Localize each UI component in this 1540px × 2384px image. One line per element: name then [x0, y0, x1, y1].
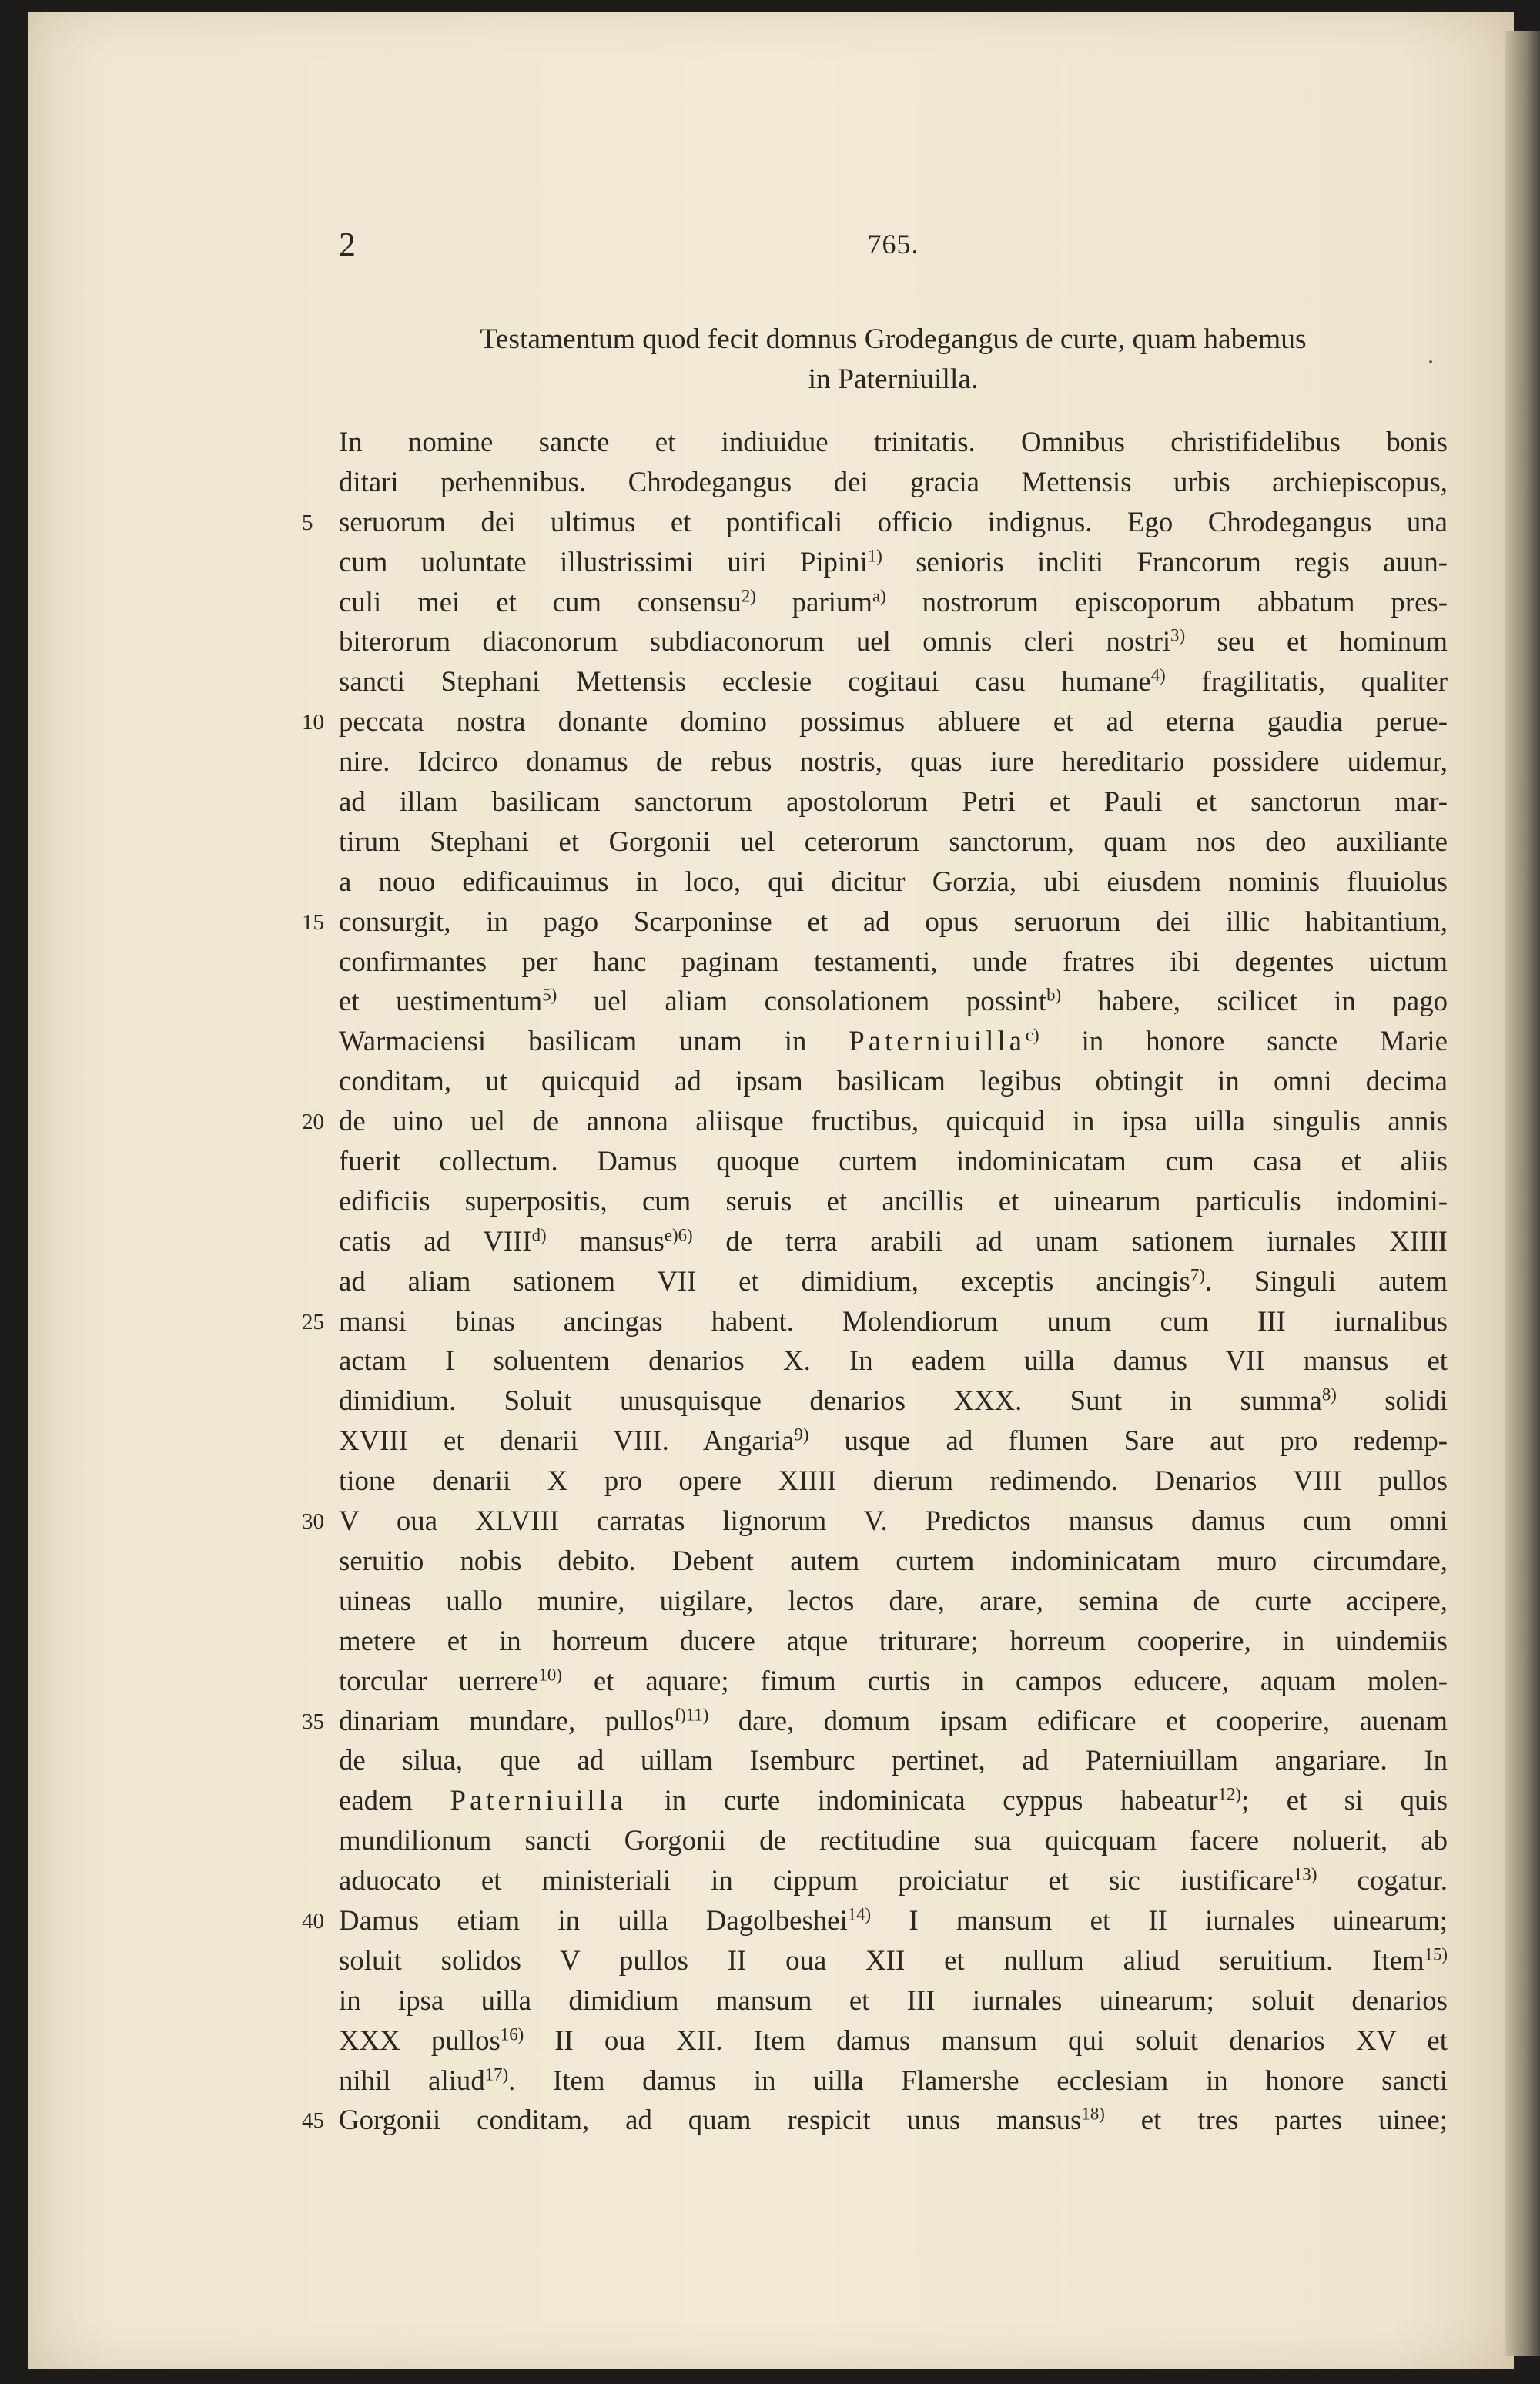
text-line [339, 582, 1448, 622]
text-line [302, 1900, 1448, 1940]
text-line [339, 1421, 1448, 1461]
footnote-mark: 17) [484, 2064, 509, 2084]
text-span: mundilionum sancti Gorgonii de rectitudine sua quicquam facere noluerit, ab [339, 1824, 1448, 1857]
line-number: 40 [302, 1908, 324, 1934]
text-span: actam I soluentem denarios X. In eadem uilla damus VII mansus et [339, 1344, 1448, 1377]
text-line [339, 1541, 1448, 1581]
text-line [339, 1820, 1448, 1860]
text-span: biterorum diaconorum subdiaconorum uel omnis cleri nostri [339, 625, 1171, 658]
text-line [339, 942, 1448, 982]
text-span: In nomine sancte et indiuidue trinitatis. Omnibus christifidelibus bonis [339, 426, 1448, 457]
text-line [339, 542, 1448, 582]
text-span: aduocato et ministeriali in cippum proiciatur et sic iustificare [339, 1864, 1294, 1897]
text-line [302, 1101, 1448, 1141]
text-span: tirum Stephani et Gorgonii uel ceterorum sanctorum, quam nos deo auxiliante [339, 825, 1448, 857]
text-span: uel aliam consolationem possint [557, 985, 1047, 1017]
text-line [339, 1621, 1448, 1661]
text-span: V oua XLVIII carratas lignorum V. Predictos mansus damus cum omni [339, 1505, 1448, 1537]
text-span: nihil aliud [339, 2064, 485, 2096]
text-span: dare, domum ipsam edificare et cooperire, auenam [708, 1704, 1448, 1736]
text-span: seruitio nobis debito. Debent autem curtem indominicatam muro circumdare, [339, 1544, 1448, 1576]
charter-text [302, 422, 1448, 2140]
text-line [339, 1021, 1448, 1061]
text-span: catis ad VIII [339, 1224, 532, 1257]
text-line [339, 1981, 1448, 2021]
text-span: senioris incliti Francorum regis auun- [882, 545, 1448, 578]
text-line [339, 2021, 1448, 2061]
text-span: I mansum et II iurnales uinearum; [871, 1904, 1448, 1936]
line-number: 35 [302, 1709, 324, 1734]
text-span: et aquare; fimum curtis in campos educere, aquam molen- [561, 1664, 1448, 1696]
text-line [339, 1581, 1448, 1621]
footnote-mark: b) [1046, 985, 1062, 1005]
line-number: 45 [302, 2108, 324, 2134]
footnote-mark: 9) [794, 1425, 809, 1445]
text-line [339, 862, 1448, 902]
text-span: eadem [339, 1784, 450, 1816]
spaced-name: Paterniuilla [450, 1784, 628, 1816]
text-line [339, 1461, 1448, 1501]
footnote-mark: a) [872, 586, 886, 606]
text-line [302, 902, 1448, 942]
text-line [339, 1381, 1448, 1421]
document-title [339, 320, 1448, 400]
text-line [339, 1061, 1448, 1101]
footnote-mark: 14) [847, 1904, 872, 1924]
text-span: dinariam mundare, pullos [339, 1704, 675, 1736]
footnote-mark: 2) [741, 586, 756, 606]
text-line [302, 1501, 1448, 1541]
text-line [339, 1661, 1448, 1701]
footnote-mark: f) [674, 1704, 686, 1724]
text-line [339, 1141, 1448, 1181]
text-span: Warmaciensi basilicam unam in [339, 1025, 849, 1057]
text-line [339, 782, 1448, 822]
text-line [339, 2061, 1448, 2101]
footnote-mark: 16) [500, 2024, 524, 2044]
text-span: cogatur. [1317, 1864, 1448, 1897]
text-span: in honore sancte Marie [1039, 1025, 1448, 1057]
text-span: confirmantes per hanc paginam testamenti, unde fratres ibi degentes uictum [339, 945, 1448, 977]
text-span: ad aliam sationem VII et dimidium, exceptis ancingis [339, 1264, 1190, 1297]
text-span: ad illam basilicam sanctorum apostolorum Petri et Pauli et sanctorun mar- [339, 785, 1448, 818]
text-span: habere, scilicet in pago [1061, 985, 1448, 1017]
text-span: soluit solidos V pullos II oua XII et nullum aliud seruitium. Item [339, 1944, 1424, 1976]
footnote-mark: 10) [538, 1665, 562, 1685]
text-span: dimidium. Soluit unusquisque denarios XXX. Sunt in summa [339, 1385, 1322, 1417]
text-span: fuerit collectum. Damus quoque curtem indominicatam cum casa et aliis [339, 1145, 1448, 1177]
text-line [339, 422, 1448, 462]
text-line [339, 742, 1448, 782]
text-line [339, 1181, 1448, 1221]
title-line: Testamentum quod fecit domnus Grodegangus de curte, quam habemus [480, 323, 1307, 355]
text-span: peccata nostra donante domino possimus abluere et ad eterna gaudia perue- [339, 705, 1448, 738]
line-number: 5 [302, 510, 313, 535]
footnote-mark: e) [664, 1225, 678, 1245]
text-span: solidi [1336, 1385, 1448, 1417]
footnote-mark: 11) [685, 1704, 709, 1724]
text-line [339, 1940, 1448, 1981]
text-line [339, 1740, 1448, 1780]
text-line [339, 462, 1448, 502]
text-span: consurgit, in pago Scarponinse et ad opus seruorum dei illic habitantium, [339, 905, 1448, 937]
title-line: in Paterniuilla. [808, 363, 979, 395]
text-span: mansus [546, 1224, 665, 1257]
text-line [302, 2100, 1448, 2140]
text-span: parium [755, 585, 872, 618]
page-number: 2 [339, 226, 356, 263]
footnote-mark: 15) [1424, 1944, 1448, 1964]
footnote-mark: 7) [1190, 1265, 1205, 1285]
footnote-mark: 12) [1217, 1784, 1241, 1804]
text-span: nire. Idcirco donamus de rebus nostris, quas iure hereditario possidere uidemur, [339, 745, 1448, 778]
line-number: 10 [302, 710, 324, 735]
footnote-mark: 4) [1150, 665, 1166, 685]
footnote-mark: 5) [542, 985, 557, 1005]
spaced-name: Paterniuilla [849, 1025, 1026, 1057]
text-span: nostrorum episcoporum abbatum pres- [886, 585, 1448, 618]
page-edge [1505, 31, 1540, 2356]
text-span: . Singuli autem [1204, 1264, 1448, 1297]
text-span: in ipsa uilla dimidium mansum et III iurnales uinearum; soluit denarios [339, 1984, 1448, 2016]
line-number: 25 [302, 1309, 324, 1334]
text-span: . Item damus in uilla Flamershe ecclesiam in honore sancti [508, 2064, 1448, 2096]
text-span: de uino uel de annona aliisque fructibus, quicquid in ipsa uilla singulis annis [339, 1105, 1448, 1137]
text-line [339, 1341, 1448, 1381]
document-year: 765. [867, 229, 919, 259]
text-span: torcular uerrere [339, 1664, 539, 1696]
text-span: metere et in horreum ducere atque triturare; horreum cooperire, in uindemiis [339, 1624, 1448, 1656]
line-number: 20 [302, 1110, 324, 1135]
text-span: Gorgonii conditam, ad quam respicit unus mansus [339, 2104, 1082, 2136]
text-span: de silua, que ad uillam Isemburc pertinet, ad Paterniuillam angariare. In [339, 1744, 1448, 1776]
text-line [339, 661, 1448, 701]
text-span: ; et si quis [1240, 1784, 1448, 1816]
text-span: seruorum dei ultimus et pontificali officio indignus. Ego Chrodegangus una [339, 505, 1448, 537]
text-span: conditam, ut quicquid ad ipsam basilicam legibus obtingit in omni decima [339, 1065, 1448, 1097]
text-span: a nouo edificauimus in loco, qui dicitur Gorzia, ubi eiusdem nominis fluuiolus [339, 865, 1448, 897]
footnote-mark: 18) [1081, 2104, 1105, 2124]
page-header [339, 225, 1448, 271]
text-span: usque ad flumen Sare aut pro redemp- [808, 1425, 1448, 1457]
text-span: II oua XII. Item damus mansum qui soluit denarios XV et [524, 2024, 1448, 2056]
footnote-mark: 1) [867, 546, 882, 566]
text-span: XVIII et denarii VIII. Angaria [339, 1425, 795, 1457]
line-number: 30 [302, 1509, 324, 1535]
text-line [339, 1221, 1448, 1261]
text-line [302, 1701, 1448, 1741]
text-line [339, 1780, 1448, 1820]
text-line [339, 822, 1448, 862]
text-line [302, 1301, 1448, 1341]
footnote-mark: 6) [678, 1225, 693, 1245]
footnote-mark: d) [531, 1225, 547, 1245]
text-span: culi mei et cum consensu [339, 585, 742, 618]
text-line [339, 981, 1448, 1021]
footnote-mark: 3) [1170, 625, 1186, 645]
text-span: seu et hominum [1185, 625, 1448, 658]
text-span: cum uoluntate illustrissimi uiri Pipini [339, 545, 868, 578]
text-span: et tres partes uinee; [1104, 2104, 1448, 2136]
text-span: Damus etiam in uilla Dagolbeshei [339, 1904, 848, 1936]
text-span: de terra arabili ad unam sationem iurnales XIIII [692, 1224, 1448, 1257]
text-span: mansi binas ancingas habent. Molendiorum unum cum III iurnalibus [339, 1304, 1448, 1337]
text-line [339, 1860, 1448, 1900]
text-span: XXX pullos [339, 2024, 500, 2056]
text-line [302, 502, 1448, 542]
footnote-mark: 8) [1321, 1385, 1337, 1405]
text-span: in curte indominicata cyppus habeatur [627, 1784, 1218, 1816]
text-span: uineas uallo munire, uigilare, lectos dare, arare, semina de curte accipere, [339, 1584, 1448, 1616]
text-line [339, 621, 1448, 661]
text-span: ditari perhennibus. Chrodegangus dei gracia Mettensis urbis archiepiscopus, [339, 465, 1448, 497]
text-span: tione denarii X pro opere XIIII dierum redimendo. Denarios VIII pullos [339, 1465, 1448, 1497]
text-span: edificiis superpositis, cum seruis et ancillis et uinearum particulis indomini- [339, 1184, 1448, 1217]
text-line [302, 701, 1448, 742]
text-line [339, 1261, 1448, 1301]
footnote-mark: 13) [1294, 1864, 1317, 1884]
text-span: sancti Stephani Mettensis ecclesie cogitaui casu humane [339, 665, 1151, 698]
line-number: 15 [302, 909, 324, 935]
footnote-mark: c) [1025, 1025, 1040, 1045]
text-span: et uestimentum [339, 985, 543, 1017]
text-span: fragilitatis, qualiter [1165, 665, 1448, 698]
